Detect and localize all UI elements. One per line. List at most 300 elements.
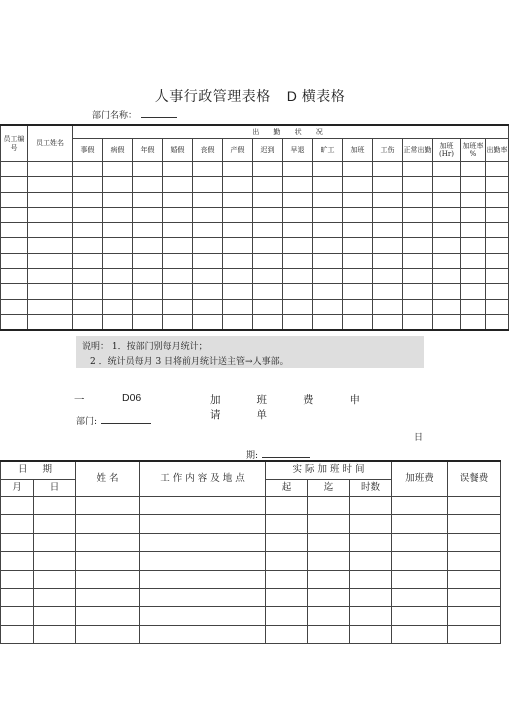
table-cell[interactable]: [193, 223, 223, 238]
table-cell[interactable]: [461, 177, 486, 192]
table-cell[interactable]: [28, 314, 73, 330]
table-cell[interactable]: [308, 497, 350, 515]
table-cell[interactable]: [223, 269, 253, 284]
table-cell[interactable]: [433, 192, 461, 207]
table-cell[interactable]: [103, 162, 133, 177]
table-row: [1, 497, 501, 515]
table-cell[interactable]: [283, 314, 313, 330]
table-cell[interactable]: [140, 588, 266, 606]
table-cell[interactable]: [266, 533, 308, 551]
table-cell[interactable]: [343, 314, 373, 330]
header-col-0: 事假: [73, 139, 103, 162]
table-cell[interactable]: [373, 238, 403, 253]
table-cell[interactable]: [1, 625, 34, 643]
table-cell[interactable]: [343, 223, 373, 238]
header-emp-name: 员工姓名: [28, 125, 73, 162]
table-cell[interactable]: [103, 269, 133, 284]
table-cell[interactable]: [433, 314, 461, 330]
table-cell[interactable]: [163, 223, 193, 238]
table-row: [1, 269, 509, 284]
header-fee: 加班费: [392, 461, 448, 497]
title-code: D 横表格: [286, 88, 346, 104]
table-cell[interactable]: [133, 223, 163, 238]
table-cell[interactable]: [392, 607, 448, 625]
table-cell[interactable]: [313, 177, 343, 192]
form-period-blank[interactable]: [262, 449, 310, 458]
table-cell[interactable]: [193, 253, 223, 268]
table-cell[interactable]: [343, 253, 373, 268]
table-cell[interactable]: [140, 607, 266, 625]
table-cell[interactable]: [448, 515, 501, 533]
table-cell[interactable]: [433, 269, 461, 284]
table-cell[interactable]: [34, 625, 76, 643]
table-cell[interactable]: [461, 238, 486, 253]
table-cell[interactable]: [373, 177, 403, 192]
header-col-9: 加班: [343, 139, 373, 162]
header-col-6: 迟到: [253, 139, 283, 162]
table-cell[interactable]: [253, 269, 283, 284]
table-cell[interactable]: [461, 253, 486, 268]
table-cell[interactable]: [76, 588, 140, 606]
table-cell[interactable]: [350, 570, 392, 588]
table-row: [1, 284, 509, 299]
table-cell[interactable]: [223, 207, 253, 222]
table-cell[interactable]: [163, 162, 193, 177]
table-row: [1, 162, 509, 177]
table-cell[interactable]: [253, 223, 283, 238]
table-cell[interactable]: [253, 238, 283, 253]
table-cell[interactable]: [1, 588, 34, 606]
table-cell[interactable]: [1, 284, 28, 299]
table-cell[interactable]: [343, 238, 373, 253]
table-cell[interactable]: [266, 552, 308, 570]
table-cell[interactable]: [253, 207, 283, 222]
header-actual-time: 实 际 加 班 时 间: [266, 461, 392, 480]
table-cell[interactable]: [283, 253, 313, 268]
table-cell[interactable]: [266, 515, 308, 533]
table-cell[interactable]: [1, 253, 28, 268]
table-cell[interactable]: [133, 299, 163, 314]
table-cell[interactable]: [28, 223, 73, 238]
table-cell[interactable]: [34, 497, 76, 515]
table-cell[interactable]: [1, 223, 28, 238]
table-cell[interactable]: [373, 253, 403, 268]
table-cell[interactable]: [313, 253, 343, 268]
table-cell[interactable]: [392, 625, 448, 643]
table-cell[interactable]: [163, 269, 193, 284]
table-cell[interactable]: [223, 223, 253, 238]
header-month: 月: [1, 480, 34, 497]
table-cell[interactable]: [350, 515, 392, 533]
table-cell[interactable]: [433, 162, 461, 177]
department-field: [92, 108, 177, 121]
overtime-table: [0, 460, 501, 644]
table-cell[interactable]: [133, 192, 163, 207]
table-cell[interactable]: [133, 253, 163, 268]
form-day-label: 日: [414, 433, 424, 443]
table-cell[interactable]: [373, 162, 403, 177]
table-cell[interactable]: [433, 284, 461, 299]
table-cell[interactable]: [103, 207, 133, 222]
table-cell[interactable]: [163, 253, 193, 268]
table-cell[interactable]: [403, 299, 433, 314]
header-col-2: 年假: [133, 139, 163, 162]
table-cell[interactable]: [73, 253, 103, 268]
header-col-11: 正常出勤: [403, 139, 433, 162]
table-cell[interactable]: [193, 314, 223, 330]
table-row: [1, 192, 509, 207]
table-cell[interactable]: [103, 177, 133, 192]
table-cell[interactable]: [1, 192, 28, 207]
table-cell[interactable]: [193, 192, 223, 207]
table-cell[interactable]: [308, 533, 350, 551]
table-cell[interactable]: [283, 207, 313, 222]
form-department-field: [76, 414, 151, 427]
table-cell[interactable]: [343, 177, 373, 192]
table-cell[interactable]: [392, 497, 448, 515]
table-cell[interactable]: [461, 269, 486, 284]
table-cell[interactable]: [343, 192, 373, 207]
table-cell[interactable]: [34, 533, 76, 551]
form-period-label: 期:: [246, 451, 259, 461]
table-cell[interactable]: [140, 533, 266, 551]
table-cell[interactable]: [223, 192, 253, 207]
header-col-4: 丧假: [193, 139, 223, 162]
table-cell[interactable]: [461, 299, 486, 314]
table-cell[interactable]: [103, 223, 133, 238]
table-cell[interactable]: [313, 284, 343, 299]
table-cell[interactable]: [373, 223, 403, 238]
table-cell[interactable]: [350, 533, 392, 551]
form-dept-label: 部门:: [76, 417, 98, 427]
table-cell[interactable]: [403, 314, 433, 330]
table-cell[interactable]: [448, 533, 501, 551]
table-cell[interactable]: [163, 192, 193, 207]
table-cell[interactable]: [34, 588, 76, 606]
table-cell[interactable]: [350, 607, 392, 625]
table-cell[interactable]: [28, 253, 73, 268]
table-cell[interactable]: [140, 497, 266, 515]
department-blank[interactable]: [141, 109, 177, 118]
form-dept-blank[interactable]: [101, 415, 151, 424]
table-cell[interactable]: [28, 207, 73, 222]
table-cell[interactable]: [140, 570, 266, 588]
table-cell[interactable]: [403, 253, 433, 268]
table-cell[interactable]: [266, 625, 308, 643]
table-cell[interactable]: [392, 588, 448, 606]
table-cell[interactable]: [103, 314, 133, 330]
table-row: [1, 177, 509, 192]
table-cell[interactable]: [253, 314, 283, 330]
notes-box: [76, 336, 424, 368]
table-cell[interactable]: [392, 552, 448, 570]
header-to: 迄: [308, 480, 350, 497]
table-cell[interactable]: [34, 552, 76, 570]
table-cell[interactable]: [343, 207, 373, 222]
table-cell[interactable]: [448, 570, 501, 588]
table-cell[interactable]: [163, 284, 193, 299]
table-cell[interactable]: [313, 223, 343, 238]
table-cell[interactable]: [140, 625, 266, 643]
table-cell[interactable]: [28, 238, 73, 253]
table-cell[interactable]: [313, 314, 343, 330]
table-cell[interactable]: [283, 238, 313, 253]
table-cell[interactable]: [163, 299, 193, 314]
table-cell[interactable]: [403, 162, 433, 177]
table-cell[interactable]: [73, 177, 103, 192]
table-cell[interactable]: [253, 162, 283, 177]
table-cell[interactable]: [373, 314, 403, 330]
table-cell[interactable]: [433, 207, 461, 222]
table-cell[interactable]: [448, 588, 501, 606]
table-cell[interactable]: [103, 192, 133, 207]
table-cell[interactable]: [283, 223, 313, 238]
table-cell[interactable]: [486, 253, 509, 268]
table-row: [1, 607, 501, 625]
table-cell[interactable]: [1, 299, 28, 314]
table-cell[interactable]: [1, 177, 28, 192]
table-cell[interactable]: [448, 625, 501, 643]
form-code: D06: [122, 392, 142, 404]
table-cell[interactable]: [133, 207, 163, 222]
table-cell[interactable]: [461, 284, 486, 299]
table-cell[interactable]: [76, 533, 140, 551]
table-cell[interactable]: [283, 192, 313, 207]
table-cell[interactable]: [350, 497, 392, 515]
table-cell[interactable]: [283, 177, 313, 192]
table-cell[interactable]: [133, 238, 163, 253]
table-cell[interactable]: [308, 570, 350, 588]
table-cell[interactable]: [34, 515, 76, 533]
table-cell[interactable]: [140, 552, 266, 570]
table-cell[interactable]: [1, 497, 34, 515]
table-cell[interactable]: [193, 207, 223, 222]
table-cell[interactable]: [343, 269, 373, 284]
table-cell[interactable]: [486, 284, 509, 299]
table-cell[interactable]: [266, 607, 308, 625]
table-cell[interactable]: [73, 238, 103, 253]
table-cell[interactable]: [223, 284, 253, 299]
table-cell[interactable]: [223, 162, 253, 177]
table-cell[interactable]: [223, 177, 253, 192]
table-cell[interactable]: [73, 162, 103, 177]
table-cell[interactable]: [392, 533, 448, 551]
table-cell[interactable]: [73, 223, 103, 238]
table-cell[interactable]: [283, 299, 313, 314]
table-cell[interactable]: [403, 207, 433, 222]
table-cell[interactable]: [313, 238, 343, 253]
table-cell[interactable]: [1, 162, 28, 177]
table-cell[interactable]: [350, 588, 392, 606]
table-cell[interactable]: [253, 192, 283, 207]
table-cell[interactable]: [486, 314, 509, 330]
table-cell[interactable]: [193, 299, 223, 314]
table-cell[interactable]: [76, 552, 140, 570]
table-cell[interactable]: [253, 253, 283, 268]
table-cell[interactable]: [193, 162, 223, 177]
table-cell[interactable]: [103, 299, 133, 314]
form-name: 加班费申请单: [210, 394, 396, 421]
table-cell[interactable]: [163, 207, 193, 222]
table-cell[interactable]: [1, 238, 28, 253]
table-cell[interactable]: [313, 269, 343, 284]
table-cell[interactable]: [403, 238, 433, 253]
table-cell[interactable]: [433, 223, 461, 238]
header-col-5: 产假: [223, 139, 253, 162]
table-cell[interactable]: [253, 299, 283, 314]
table-cell[interactable]: [308, 515, 350, 533]
table-cell[interactable]: [1, 607, 34, 625]
table-cell[interactable]: [486, 269, 509, 284]
table-cell[interactable]: [461, 223, 486, 238]
table-row: [1, 299, 509, 314]
table-cell[interactable]: [140, 515, 266, 533]
table-cell[interactable]: [28, 269, 73, 284]
table-cell[interactable]: [133, 314, 163, 330]
table-cell[interactable]: [223, 253, 253, 268]
table-cell[interactable]: [433, 299, 461, 314]
table-cell[interactable]: [392, 515, 448, 533]
table-cell[interactable]: [343, 162, 373, 177]
header-emp-no: 员工编号: [1, 125, 28, 162]
table-cell[interactable]: [373, 284, 403, 299]
table-cell[interactable]: [266, 497, 308, 515]
table-cell[interactable]: [433, 253, 461, 268]
table-cell[interactable]: [266, 588, 308, 606]
table-cell[interactable]: [486, 162, 509, 177]
table-cell[interactable]: [73, 192, 103, 207]
table-cell[interactable]: [313, 299, 343, 314]
table-cell[interactable]: [163, 177, 193, 192]
table-cell[interactable]: [28, 192, 73, 207]
table-cell[interactable]: [313, 207, 343, 222]
table-cell[interactable]: [133, 269, 163, 284]
table-cell[interactable]: [73, 284, 103, 299]
table-cell[interactable]: [253, 177, 283, 192]
table-cell[interactable]: [448, 607, 501, 625]
table-cell[interactable]: [308, 552, 350, 570]
table-cell[interactable]: [486, 192, 509, 207]
table-cell[interactable]: [1, 207, 28, 222]
table-cell[interactable]: [392, 570, 448, 588]
table-cell[interactable]: [461, 207, 486, 222]
table-cell[interactable]: [163, 314, 193, 330]
table-cell[interactable]: [1, 570, 34, 588]
table-cell[interactable]: [133, 284, 163, 299]
table-cell[interactable]: [486, 238, 509, 253]
table-cell[interactable]: [373, 192, 403, 207]
table-cell[interactable]: [266, 570, 308, 588]
table-cell[interactable]: [403, 269, 433, 284]
table-cell[interactable]: [343, 299, 373, 314]
table-cell[interactable]: [34, 570, 76, 588]
table-cell[interactable]: [163, 238, 193, 253]
table-cell[interactable]: [103, 284, 133, 299]
table-cell[interactable]: [73, 314, 103, 330]
header-col-13: 加班率 %: [461, 139, 486, 162]
table-cell[interactable]: [193, 238, 223, 253]
table-cell[interactable]: [28, 284, 73, 299]
table-cell[interactable]: [103, 253, 133, 268]
table-cell[interactable]: [486, 299, 509, 314]
table-cell[interactable]: [73, 269, 103, 284]
table-row: [1, 570, 501, 588]
table-cell[interactable]: [313, 192, 343, 207]
table-cell[interactable]: [403, 192, 433, 207]
table-cell[interactable]: [28, 177, 73, 192]
table-cell[interactable]: [403, 223, 433, 238]
table-cell[interactable]: [283, 284, 313, 299]
table-cell[interactable]: [486, 223, 509, 238]
header-date: 日 期: [1, 461, 76, 480]
table-cell[interactable]: [403, 284, 433, 299]
table-cell[interactable]: [1, 515, 34, 533]
table-cell[interactable]: [461, 162, 486, 177]
table-cell[interactable]: [343, 284, 373, 299]
table-cell[interactable]: [253, 284, 283, 299]
table-cell[interactable]: [308, 588, 350, 606]
table-cell[interactable]: [1, 314, 28, 330]
table-cell[interactable]: [193, 269, 223, 284]
header-hours: 时数: [350, 480, 392, 497]
table-cell[interactable]: [373, 207, 403, 222]
table-cell[interactable]: [223, 299, 253, 314]
table-cell[interactable]: [1, 552, 34, 570]
table-cell[interactable]: [373, 299, 403, 314]
table-cell[interactable]: [76, 497, 140, 515]
table-cell[interactable]: [76, 625, 140, 643]
table-cell[interactable]: [73, 299, 103, 314]
table-cell[interactable]: [433, 177, 461, 192]
table-cell[interactable]: [283, 269, 313, 284]
table-cell[interactable]: [433, 238, 461, 253]
table-cell[interactable]: [1, 533, 34, 551]
table-cell[interactable]: [76, 570, 140, 588]
table-cell[interactable]: [76, 515, 140, 533]
table-cell[interactable]: [461, 314, 486, 330]
table-cell[interactable]: [283, 162, 313, 177]
table-cell[interactable]: [448, 552, 501, 570]
table-cell[interactable]: [73, 207, 103, 222]
header-attendance-status: 出 勤 状 况: [73, 125, 509, 139]
table-cell[interactable]: [308, 625, 350, 643]
table-cell[interactable]: [223, 314, 253, 330]
table-cell[interactable]: [28, 299, 73, 314]
table-cell[interactable]: [28, 162, 73, 177]
table-cell[interactable]: [1, 269, 28, 284]
table-cell[interactable]: [34, 607, 76, 625]
table-cell[interactable]: [350, 625, 392, 643]
table-cell[interactable]: [350, 552, 392, 570]
table-cell[interactable]: [103, 238, 133, 253]
table-cell[interactable]: [193, 284, 223, 299]
table-cell[interactable]: [448, 497, 501, 515]
table-cell[interactable]: [308, 607, 350, 625]
header-col-3: 婚假: [163, 139, 193, 162]
table-cell[interactable]: [373, 269, 403, 284]
table-cell[interactable]: [133, 162, 163, 177]
table-cell[interactable]: [486, 207, 509, 222]
header-col-8: 旷工: [313, 139, 343, 162]
table-cell[interactable]: [461, 192, 486, 207]
table-cell[interactable]: [486, 177, 509, 192]
table-cell[interactable]: [313, 162, 343, 177]
table-cell[interactable]: [403, 177, 433, 192]
table-cell[interactable]: [76, 607, 140, 625]
table-cell[interactable]: [193, 177, 223, 192]
table-cell[interactable]: [133, 177, 163, 192]
table-cell[interactable]: [223, 238, 253, 253]
